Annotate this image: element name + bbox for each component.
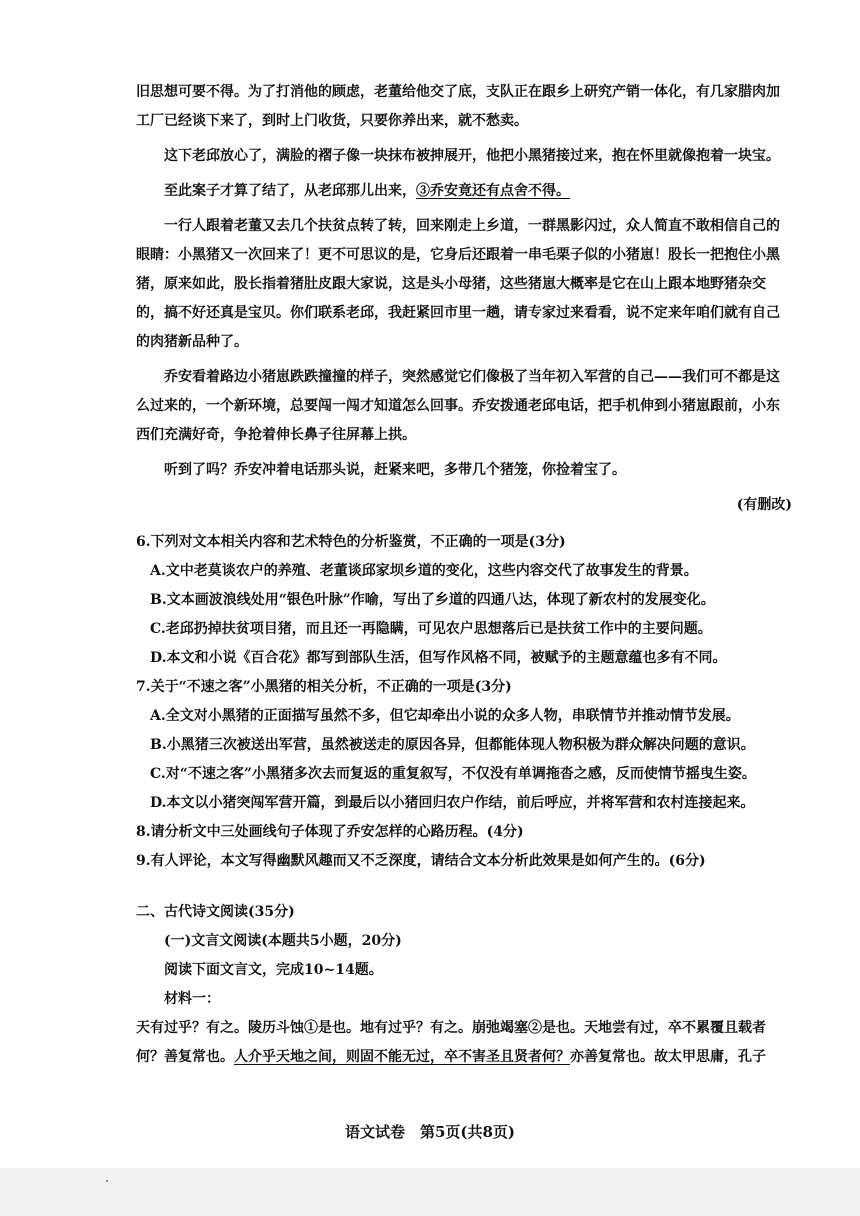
question-stem: 7.关于“不速之客”小黑猪的相关分析，不正确的一项是(3分) <box>136 679 512 695</box>
underlined-classical-sentence: 人介乎天地之间，则固不能无过，卒不害圣且贤者何？ <box>234 1049 570 1065</box>
question-6 <box>136 528 792 673</box>
subsection-title: (一)文言文阅读(本题共5小题，20分) <box>164 933 402 949</box>
question-8: 8.请分析文中三处画线句子体现了乔安怎样的心路历程。(4分) <box>136 824 524 840</box>
paragraph-2: 这下老邱放心了，满脸的褶子像一块抹布被抻展开，他把小黑猪接过来，抱在怀里就像抱着一块宝。 <box>164 148 780 164</box>
option-a: A.文中老莫谈农户的养殖、老董谈邱家坝乡道的变化，这些内容交代了故事发生的背景。 <box>150 563 698 579</box>
question-stem: 6.下列对文本相关内容和艺术特色的分析鉴赏，不正确的一项是(3分) <box>136 534 566 550</box>
reading-instruction: 阅读下面文言文，完成10~14题。 <box>164 962 383 978</box>
question-9: 9.有人评论，本文写得幽默风趣而又不乏深度，请结合文本分析此效果是如何产生的。(6分) <box>136 853 706 869</box>
option-b: B.小黑猪三次被送出军营，虽然被送走的原因各异，但都能体现人物积极为群众解决问题的意识。 <box>150 737 755 753</box>
paragraph-4: 一行人跟着老董又去几个扶贫点转了转，回来刚走上乡道，一群黑影闪过，众人简直不敢相信自己的眼睛：小黑猪又一次回来了！更不可思议的是，它身后还跟着一串毛栗子似的小猪崽！股长一把抱住小黑猪，原来如此，股长指着猪肚皮跟大家说，这是头小母猪，这些猪崽大概率是它在山上跟本地野猪杂交的，搞不好还真是宝贝。你们联系老邱，我赶紧回市里一趟，请专家过来看看，说不定来年咱们就有自己的肉猪新品种了。 <box>136 218 780 350</box>
question-7 <box>136 673 792 818</box>
page-footer: 语文试卷 第5页(共8页) <box>344 1123 516 1141</box>
option-c: C.老邱扔掉扶贫项目猪，而且还一再隐瞒，可见农户思想落后已是扶贫工作中的主要问题。 <box>150 621 712 637</box>
paragraph-5: 乔安看着路边小猪崽跌跌撞撞的样子，突然感觉它们像极了当年初入军营的自己——我们可不都是这么过来的，一个新环境，总要闯一闯才知道怎么回事。乔安拨通老邱电话，把手机伸到小猪崽跟前，小东西们充满好奇，争抢着伸长鼻子往屏幕上拱。 <box>136 369 780 443</box>
section-2 <box>136 898 792 1072</box>
paragraph-3 <box>136 177 792 206</box>
material-line: 天有过乎？有之。陵历斗蚀①是也。地有过乎？有之。崩弛竭塞②是也。天地尝有过，卒不累覆且载者何？善复常也。 <box>136 1020 766 1065</box>
underlined-sentence-3: ③乔安竟还有点舍不得。 <box>416 183 570 199</box>
material-label: 材料一： <box>164 991 220 1007</box>
section-title: 二、古代诗文阅读(35分) <box>136 904 295 920</box>
material-tail: 亦善复常也。故太甲思庸，孔子 <box>570 1049 766 1065</box>
option-d: D.本文以小猪突闯军营开篇，到最后以小猪回归农户作结，前后呼应，并将军营和农村连接起来。 <box>150 795 755 811</box>
scan-bottom-edge <box>0 1168 860 1216</box>
option-d: D.本文和小说《百合花》都写到部队生活，但写作风格不同，被赋予的主题意蕴也多有不同。 <box>150 650 727 666</box>
option-c: C.对“不速之客”小黑猪多次去而复返的重复叙写，不仅没有单调拖沓之感，反而使情节摇曳生姿。 <box>150 766 756 782</box>
paragraph-3-text: 至此案子才算了结了，从老邱那儿出来， <box>164 183 416 199</box>
paragraph-6: 听到了吗？乔安冲着电话那头说，赶紧来吧，多带几个猪笼，你捡着宝了。 <box>164 462 626 478</box>
option-a: A.全文对小黑猪的正面描写虽然不多，但它却牵出小说的众多人物，串联情节并推动情节发展。 <box>150 708 740 724</box>
option-b: B.文本画波浪线处用“银色叶脉”作喻，写出了乡道的四通八达，体现了新农村的发展变化。 <box>150 592 715 608</box>
paragraph-1: 旧思想可要不得。为了打消他的顾虑，老董给他交了底，支队正在跟乡上研究产销一体化，有几家腊肉加工厂已经谈下来了，到时上门收货，只要你养出来，就不愁卖。 <box>136 84 780 129</box>
material-text <box>136 1014 792 1072</box>
scan-speck <box>106 1180 108 1182</box>
edit-note: (有删改) <box>736 497 792 513</box>
